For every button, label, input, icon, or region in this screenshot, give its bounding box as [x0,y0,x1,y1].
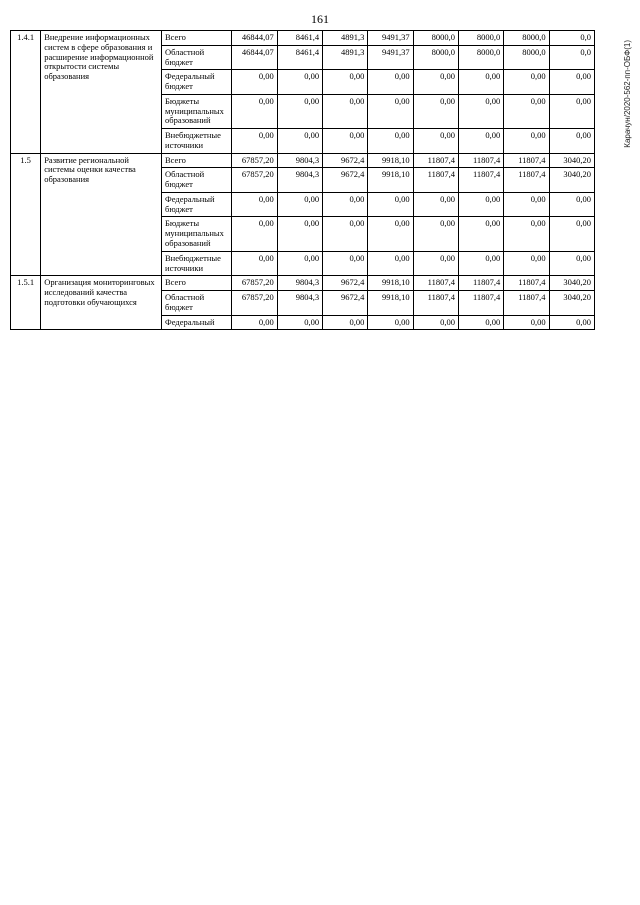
amount-cell: 0,00 [232,251,277,276]
amount-cell: 0,00 [368,192,413,217]
amount-cell: 0,00 [458,192,503,217]
amount-cell: 0,00 [232,217,277,251]
amount-cell: 0,00 [413,315,458,330]
amount-cell: 0,00 [458,251,503,276]
amount-cell: 0,00 [458,217,503,251]
amount-cell: 0,00 [413,192,458,217]
amount-cell: 0,00 [413,251,458,276]
amount-cell: 8000,0 [458,31,503,46]
amount-cell: 67857,20 [232,291,277,316]
amount-cell: 9804,3 [277,168,322,193]
amount-cell: 8000,0 [458,45,503,70]
amount-cell: 0,00 [504,315,549,330]
table-row [11,31,595,46]
amount-cell: 0,00 [323,192,368,217]
amount-cell: 11807,4 [504,291,549,316]
amount-cell: 0,00 [458,70,503,95]
amount-cell: 9804,3 [277,153,322,168]
amount-cell: 11807,4 [413,276,458,291]
amount-cell: 0,00 [232,192,277,217]
amount-cell: 11807,4 [413,168,458,193]
amount-cell: 0,00 [368,315,413,330]
amount-cell: 0,00 [368,251,413,276]
amount-cell: 0,00 [458,94,503,128]
amount-cell: 0,00 [368,129,413,154]
amount-cell: 0,00 [413,94,458,128]
item-name: Внедрение информационных систем в сфере образования и расширение информационной открытости системы образования [41,31,162,154]
amount-cell: 0,00 [277,94,322,128]
funding-source: Всего [162,153,232,168]
amount-cell: 46844,07 [232,45,277,70]
amount-cell: 67857,20 [232,153,277,168]
item-number: 1.4.1 [11,31,41,154]
amount-cell: 9918,10 [368,153,413,168]
item-name: Организация мониторинговых исследований качества подготовки обучающихся [41,276,162,330]
page-number: 161 [311,12,329,26]
amount-cell: 0,00 [323,129,368,154]
amount-cell: 0,00 [504,70,549,95]
amount-cell: 0,00 [504,251,549,276]
amount-cell: 0,00 [413,129,458,154]
amount-cell: 0,00 [232,70,277,95]
amount-cell: 9672,4 [323,291,368,316]
funding-source: Бюджеты муниципальных образований [162,217,232,251]
amount-cell: 0,0 [549,31,594,46]
amount-cell: 11807,4 [458,291,503,316]
amount-cell: 0,00 [323,251,368,276]
item-number: 1.5.1 [11,276,41,330]
amount-cell: 0,00 [504,217,549,251]
amount-cell: 0,00 [368,94,413,128]
amount-cell: 0,00 [458,129,503,154]
amount-cell: 9918,10 [368,276,413,291]
item-number: 1.5 [11,153,41,276]
amount-cell: 8000,0 [413,31,458,46]
amount-cell: 0,00 [232,315,277,330]
amount-cell: 9918,10 [368,168,413,193]
amount-cell: 0,00 [458,315,503,330]
table-row [11,153,595,168]
amount-cell: 3040,20 [549,276,594,291]
funding-source: Внебюджетные источники [162,129,232,154]
amount-cell: 11807,4 [504,276,549,291]
amount-cell: 9491,37 [368,31,413,46]
amount-cell: 9672,4 [323,276,368,291]
table-row [11,276,595,291]
amount-cell: 0,00 [549,129,594,154]
amount-cell: 0,00 [549,192,594,217]
amount-cell: 8461,4 [277,45,322,70]
amount-cell: 0,00 [549,70,594,95]
amount-cell: 4891,3 [323,45,368,70]
amount-cell: 0,00 [232,94,277,128]
amount-cell: 3040,20 [549,291,594,316]
amount-cell: 0,00 [277,251,322,276]
amount-cell: 11807,4 [504,168,549,193]
amount-cell: 0,00 [413,217,458,251]
amount-cell: 11807,4 [458,153,503,168]
amount-cell: 0,00 [549,315,594,330]
amount-cell: 3040,20 [549,153,594,168]
amount-cell: 11807,4 [458,168,503,193]
amount-cell: 11807,4 [413,153,458,168]
funding-source: Федеральный [162,315,232,330]
amount-cell: 0,00 [549,217,594,251]
amount-cell: 8000,0 [504,31,549,46]
amount-cell: 9804,3 [277,276,322,291]
amount-cell: 4891,3 [323,31,368,46]
item-name: Развитие региональной системы оценки качества образования [41,153,162,276]
amount-cell: 3040,20 [549,168,594,193]
amount-cell: 0,00 [368,217,413,251]
amount-cell: 11807,4 [413,291,458,316]
funding-source: Областной бюджет [162,45,232,70]
amount-cell: 9804,3 [277,291,322,316]
amount-cell: 46844,07 [232,31,277,46]
funding-source: Областной бюджет [162,291,232,316]
table-body [11,31,595,330]
amount-cell: 0,00 [277,217,322,251]
amount-cell: 9672,4 [323,168,368,193]
amount-cell: 0,00 [504,192,549,217]
funding-source: Всего [162,276,232,291]
amount-cell: 0,00 [413,70,458,95]
amount-cell: 0,00 [277,70,322,95]
amount-cell: 67857,20 [232,168,277,193]
amount-cell: 8461,4 [277,31,322,46]
amount-cell: 0,00 [549,251,594,276]
amount-cell: 0,00 [323,217,368,251]
amount-cell: 0,0 [549,45,594,70]
funding-source: Федеральный бюджет [162,192,232,217]
amount-cell: 0,00 [277,192,322,217]
amount-cell: 9672,4 [323,153,368,168]
amount-cell: 0,00 [277,129,322,154]
amount-cell: 0,00 [504,129,549,154]
amount-cell: 0,00 [368,70,413,95]
amount-cell: 0,00 [549,94,594,128]
amount-cell: 8000,0 [504,45,549,70]
amount-cell: 67857,20 [232,276,277,291]
amount-cell: 11807,4 [504,153,549,168]
amount-cell: 0,00 [323,70,368,95]
amount-cell: 0,00 [277,315,322,330]
amount-cell: 9491,37 [368,45,413,70]
amount-cell: 0,00 [323,94,368,128]
amount-cell: 11807,4 [458,276,503,291]
amount-cell: 9918,10 [368,291,413,316]
budget-table [10,30,595,330]
amount-cell: 8000,0 [413,45,458,70]
amount-cell: 0,00 [504,94,549,128]
funding-source: Областной бюджет [162,168,232,193]
document-mark: Карачун/2020-562-пп-ОБФ(1) [623,40,632,148]
funding-source: Всего [162,31,232,46]
amount-cell: 0,00 [323,315,368,330]
funding-source: Федеральный бюджет [162,70,232,95]
budget-table-container [10,30,595,330]
funding-source: Внебюджетные источники [162,251,232,276]
amount-cell: 0,00 [232,129,277,154]
funding-source: Бюджеты муниципальных образований [162,94,232,128]
